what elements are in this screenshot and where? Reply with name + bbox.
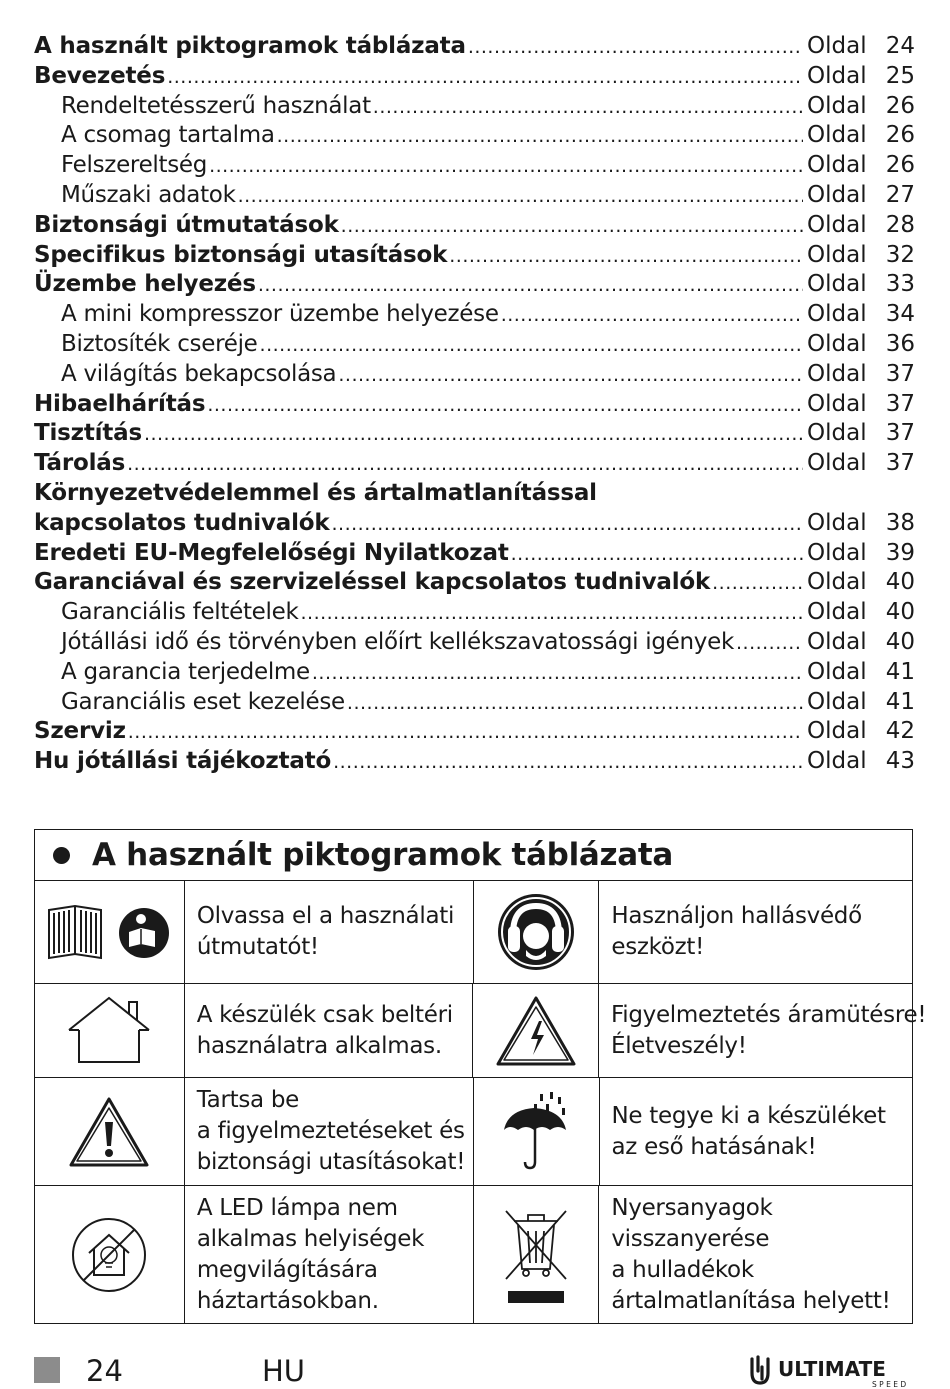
table-of-contents [34, 32, 915, 777]
toc-entry-page-number: 41 [885, 688, 915, 715]
toc-entry[interactable] [34, 62, 915, 92]
toc-leader-dots [312, 659, 803, 689]
toc-entry-page-label: Oldal [807, 301, 867, 328]
pictogram-text-line: eszközt! [611, 934, 705, 960]
toc-entry-page-number: 41 [885, 658, 915, 685]
toc-entry-page-label: Oldal [807, 599, 867, 626]
toc-entry-page-number: 26 [885, 92, 915, 119]
toc-entry-page-number: 36 [885, 330, 915, 357]
toc-entry-page-number: 37 [885, 450, 915, 477]
toc-leader-dots [144, 420, 803, 450]
toc-entry[interactable] [34, 121, 915, 151]
toc-leader-dots [347, 689, 803, 719]
toc-entry-page-number: 37 [885, 420, 915, 447]
pictogram-row [35, 1078, 912, 1186]
toc-entry-page-label: Oldal [807, 271, 867, 298]
pictogram-description [185, 1186, 474, 1323]
toc-leader-dots [258, 271, 803, 301]
toc-entry[interactable] [34, 151, 915, 181]
ultimate-speed-logo [748, 1353, 916, 1389]
pictogram-description [185, 881, 474, 983]
pictogram-description [599, 1186, 912, 1323]
warning-triangle-icon [68, 1096, 150, 1168]
toc-entry[interactable] [34, 241, 915, 271]
pictogram-description [185, 1078, 474, 1185]
pictogram-text-line: háztartásokban. [196, 1287, 379, 1314]
toc-entry-title: Garanciális feltételek [61, 599, 299, 626]
toc-entry-page-number: 40 [885, 628, 915, 655]
toc-entry-page-label: Oldal [807, 539, 867, 566]
toc-entry[interactable] [34, 568, 915, 598]
toc-leader-dots [449, 242, 803, 272]
toc-entry-title: Garanciális eset kezelése [61, 688, 345, 715]
toc-entry-page-number: 39 [885, 539, 915, 566]
toc-entry-page-number: 34 [885, 301, 915, 328]
toc-entry-page-number: 37 [885, 390, 915, 417]
toc-entry-title: A mini kompresszor üzembe helyezése [61, 301, 499, 328]
toc-leader-dots [127, 450, 803, 480]
toc-entry[interactable] [34, 270, 915, 300]
toc-entry-page-label: Oldal [807, 628, 867, 655]
toc-leader-dots [501, 301, 803, 331]
pictogram-cell [474, 1078, 600, 1185]
pictogram-text-line: A készülék csak beltéri [196, 1001, 453, 1028]
toc-entry[interactable] [34, 330, 915, 360]
toc-leader-dots [736, 629, 803, 659]
toc-leader-dots [468, 33, 803, 63]
toc-entry[interactable] [34, 628, 915, 658]
toc-entry-page-label: Oldal [807, 658, 867, 685]
pictogram-text-line: a hulladékok [611, 1256, 754, 1283]
toc-entry-page-number: 28 [885, 211, 915, 238]
toc-entry-page-number: 26 [885, 152, 915, 179]
pictogram-text-line: Ne tegye ki a készüléket [611, 1102, 886, 1129]
toc-entry-page-label: Oldal [807, 92, 867, 119]
household-lamp-prohibited-icon [69, 1215, 149, 1295]
toc-entry-page-label: Oldal [807, 718, 867, 745]
toc-entry-page-number: 24 [885, 33, 915, 59]
toc-entry-title: Biztonsági útmutatások [34, 211, 339, 238]
pictogram-cell [35, 881, 185, 983]
toc-leader-dots [332, 510, 804, 540]
pictogram-text-line: útmutatót! [196, 934, 319, 960]
toc-entry-page-label: Oldal [807, 241, 867, 268]
toc-leader-dots [277, 122, 803, 152]
toc-leader-dots [511, 540, 803, 570]
toc-entry-page-label: Oldal [807, 688, 867, 715]
footer-page-number: 24 [86, 1354, 123, 1388]
pictogram-text-line: Nyersanyagok [611, 1194, 773, 1221]
pictogram-table [34, 829, 927, 1324]
toc-entry-page-label: Oldal [807, 360, 867, 387]
toc-entry-title: Tisztítás [34, 420, 142, 447]
toc-entry-title: Rendeltetésszerű használat [61, 92, 371, 119]
toc-entry-page-label: Oldal [807, 509, 867, 536]
pictogram-text-line: Tartsa be [196, 1087, 299, 1113]
pictogram-row [35, 984, 927, 1078]
toc-entry-title: Hibaelhárítás [34, 390, 206, 417]
toc-entry-title: A használt piktogramok táblázata [34, 33, 466, 59]
pictogram-cell [35, 1186, 185, 1323]
pictogram-grid [35, 881, 927, 1323]
pictogram-text-line: megvilágítására [196, 1256, 378, 1283]
brand-sub-text: SPEED [872, 1380, 909, 1389]
toc-entry[interactable] [34, 390, 915, 420]
toc-entry-page-label: Oldal [807, 330, 867, 357]
toc-leader-dots [333, 748, 803, 778]
toc-entry-page-number: 37 [885, 360, 915, 387]
toc-entry-title: Tárolás [34, 450, 126, 477]
toc-leader-dots [167, 63, 803, 93]
pictogram-text-line: alkalmas helyiségek [196, 1225, 425, 1252]
toc-entry-page-label: Oldal [807, 33, 867, 59]
toc-entry-page-number: 33 [885, 271, 915, 298]
toc-entry[interactable] [34, 688, 915, 718]
toc-leader-dots [341, 212, 803, 242]
footer-language: HU [262, 1354, 306, 1388]
pictogram-description [185, 984, 474, 1077]
pictogram-row [35, 1186, 912, 1323]
manual-book-icon [45, 900, 173, 964]
pictogram-text-line: az eső hatásának! [611, 1133, 817, 1160]
toc-entry-page-number: 40 [885, 599, 915, 626]
bullet-icon [53, 847, 70, 864]
toc-entry-page-number: 25 [885, 62, 915, 89]
toc-entry-title: Bevezetés [34, 62, 166, 89]
pictogram-text-line: ártalmatlanítása helyett! [611, 1287, 891, 1314]
toc-entry-title: kapcsolatos tudnivalók [34, 509, 330, 536]
toc-entry-page-number: 40 [885, 569, 915, 596]
toc-entry-title: Garanciával és szervizeléssel kapcsolatos tudnivalók [34, 569, 711, 596]
toc-leader-dots [300, 599, 803, 629]
toc-leader-dots [209, 152, 803, 182]
toc-entry-title: Biztosíték cseréje [61, 330, 258, 357]
toc-leader-dots [712, 569, 803, 599]
pictogram-text-line: használatra alkalmas. [196, 1032, 442, 1059]
toc-entry-page-label: Oldal [807, 152, 867, 179]
toc-entry[interactable] [34, 181, 915, 211]
toc-entry[interactable] [34, 509, 915, 539]
toc-entry[interactable] [34, 539, 915, 569]
crossed-bin-icon [500, 1203, 572, 1307]
toc-leader-dots [373, 93, 803, 123]
toc-entry-page-label: Oldal [807, 450, 867, 477]
pictogram-row [35, 881, 912, 984]
toc-entry[interactable] [34, 419, 915, 449]
toc-leader-dots [238, 182, 803, 212]
pictogram-cell [473, 984, 599, 1077]
toc-entry-page-number: 27 [885, 181, 915, 208]
toc-entry-page-label: Oldal [807, 420, 867, 447]
pictogram-cell [35, 1078, 185, 1185]
pictogram-description [599, 984, 927, 1077]
toc-leader-dots [338, 361, 803, 391]
pictogram-table-header [35, 830, 912, 881]
pictogram-text-line: Használjon hallásvédő [611, 903, 862, 929]
toc-entry-title: Specifikus biztonsági utasítások [34, 241, 448, 268]
pictogram-text-line: biztonsági utasításokat! [196, 1149, 466, 1175]
toc-entry-page-label: Oldal [807, 122, 867, 149]
toc-entry[interactable] [34, 747, 915, 777]
toc-entry[interactable] [34, 717, 915, 747]
toc-entry[interactable] [34, 300, 915, 330]
toc-entry[interactable] [34, 92, 915, 122]
pictogram-text-line: Figyelmeztetés áramütésre! [610, 1001, 927, 1028]
toc-entry-page-label: Oldal [807, 181, 867, 208]
pictogram-text-line: A LED lámpa nem [196, 1194, 398, 1221]
toc-entry-title: Eredeti EU-Megfelelőségi Nyilatkozat [34, 539, 509, 566]
toc-entry-title: A garancia terjedelme [61, 658, 310, 685]
toc-entry-page-number: 42 [885, 718, 915, 745]
pictogram-text-line: Olvassa el a használati [196, 903, 455, 929]
toc-entry-page-number: 38 [885, 509, 915, 536]
toc-entry[interactable] [34, 32, 915, 62]
toc-entry-page-label: Oldal [807, 390, 867, 417]
toc-entry-title: Üzembe helyezés [34, 271, 256, 298]
toc-entry[interactable] [34, 479, 915, 509]
toc-entry-title: A világítás bekapcsolása [61, 360, 337, 387]
toc-entry-title: Jótállási idő és törvényben előírt kellékszavatossági igények [61, 628, 734, 655]
pictogram-table-title: A használt piktogramok táblázata [92, 837, 674, 873]
toc-entry[interactable] [34, 598, 915, 628]
toc-entry-page-label: Oldal [807, 62, 867, 89]
toc-entry-title: Műszaki adatok [61, 181, 236, 208]
footer-marker [34, 1357, 60, 1383]
toc-entry-page-label: Oldal [807, 748, 867, 775]
house-indoor-icon [67, 996, 151, 1066]
pictogram-description [599, 881, 912, 983]
pictogram-cell [474, 881, 600, 983]
toc-entry-page-number: 26 [885, 122, 915, 149]
toc-leader-dots [207, 391, 803, 421]
toc-entry-title: Szerviz [34, 718, 126, 745]
pictogram-text-line: Életveszély! [610, 1032, 747, 1059]
toc-entry[interactable] [34, 449, 915, 479]
toc-entry[interactable] [34, 658, 915, 688]
toc-leader-dots [260, 331, 803, 361]
electric-shock-warning-icon [495, 995, 577, 1067]
pictogram-text-line: visszanyerése [611, 1225, 770, 1252]
pictogram-cell [474, 1186, 600, 1323]
toc-entry-title: Hu jótállási tájékoztató [34, 748, 332, 775]
toc-entry[interactable] [34, 211, 915, 241]
toc-entry-page-label: Oldal [807, 211, 867, 238]
pictogram-cell [35, 984, 185, 1077]
pictogram-description [600, 1078, 912, 1185]
toc-entry-title: A csomag tartalma [61, 122, 275, 149]
toc-entry-title: Környezetvédelemmel és ártalmatlanítással [34, 479, 597, 506]
pictogram-text-line: a figyelmeztetéseket és [196, 1118, 465, 1144]
hearing-protection-icon [496, 892, 576, 972]
toc-entry-page-number: 32 [885, 241, 915, 268]
toc-entry-title: Felszereltség [61, 152, 208, 179]
toc-entry-page-number: 43 [885, 748, 915, 775]
toc-leader-dots [128, 718, 803, 748]
umbrella-rain-icon [500, 1092, 572, 1172]
brand-main-text: ULTIMATE [778, 1357, 886, 1381]
toc-entry-page-label: Oldal [807, 569, 867, 596]
toc-entry[interactable] [34, 360, 915, 390]
